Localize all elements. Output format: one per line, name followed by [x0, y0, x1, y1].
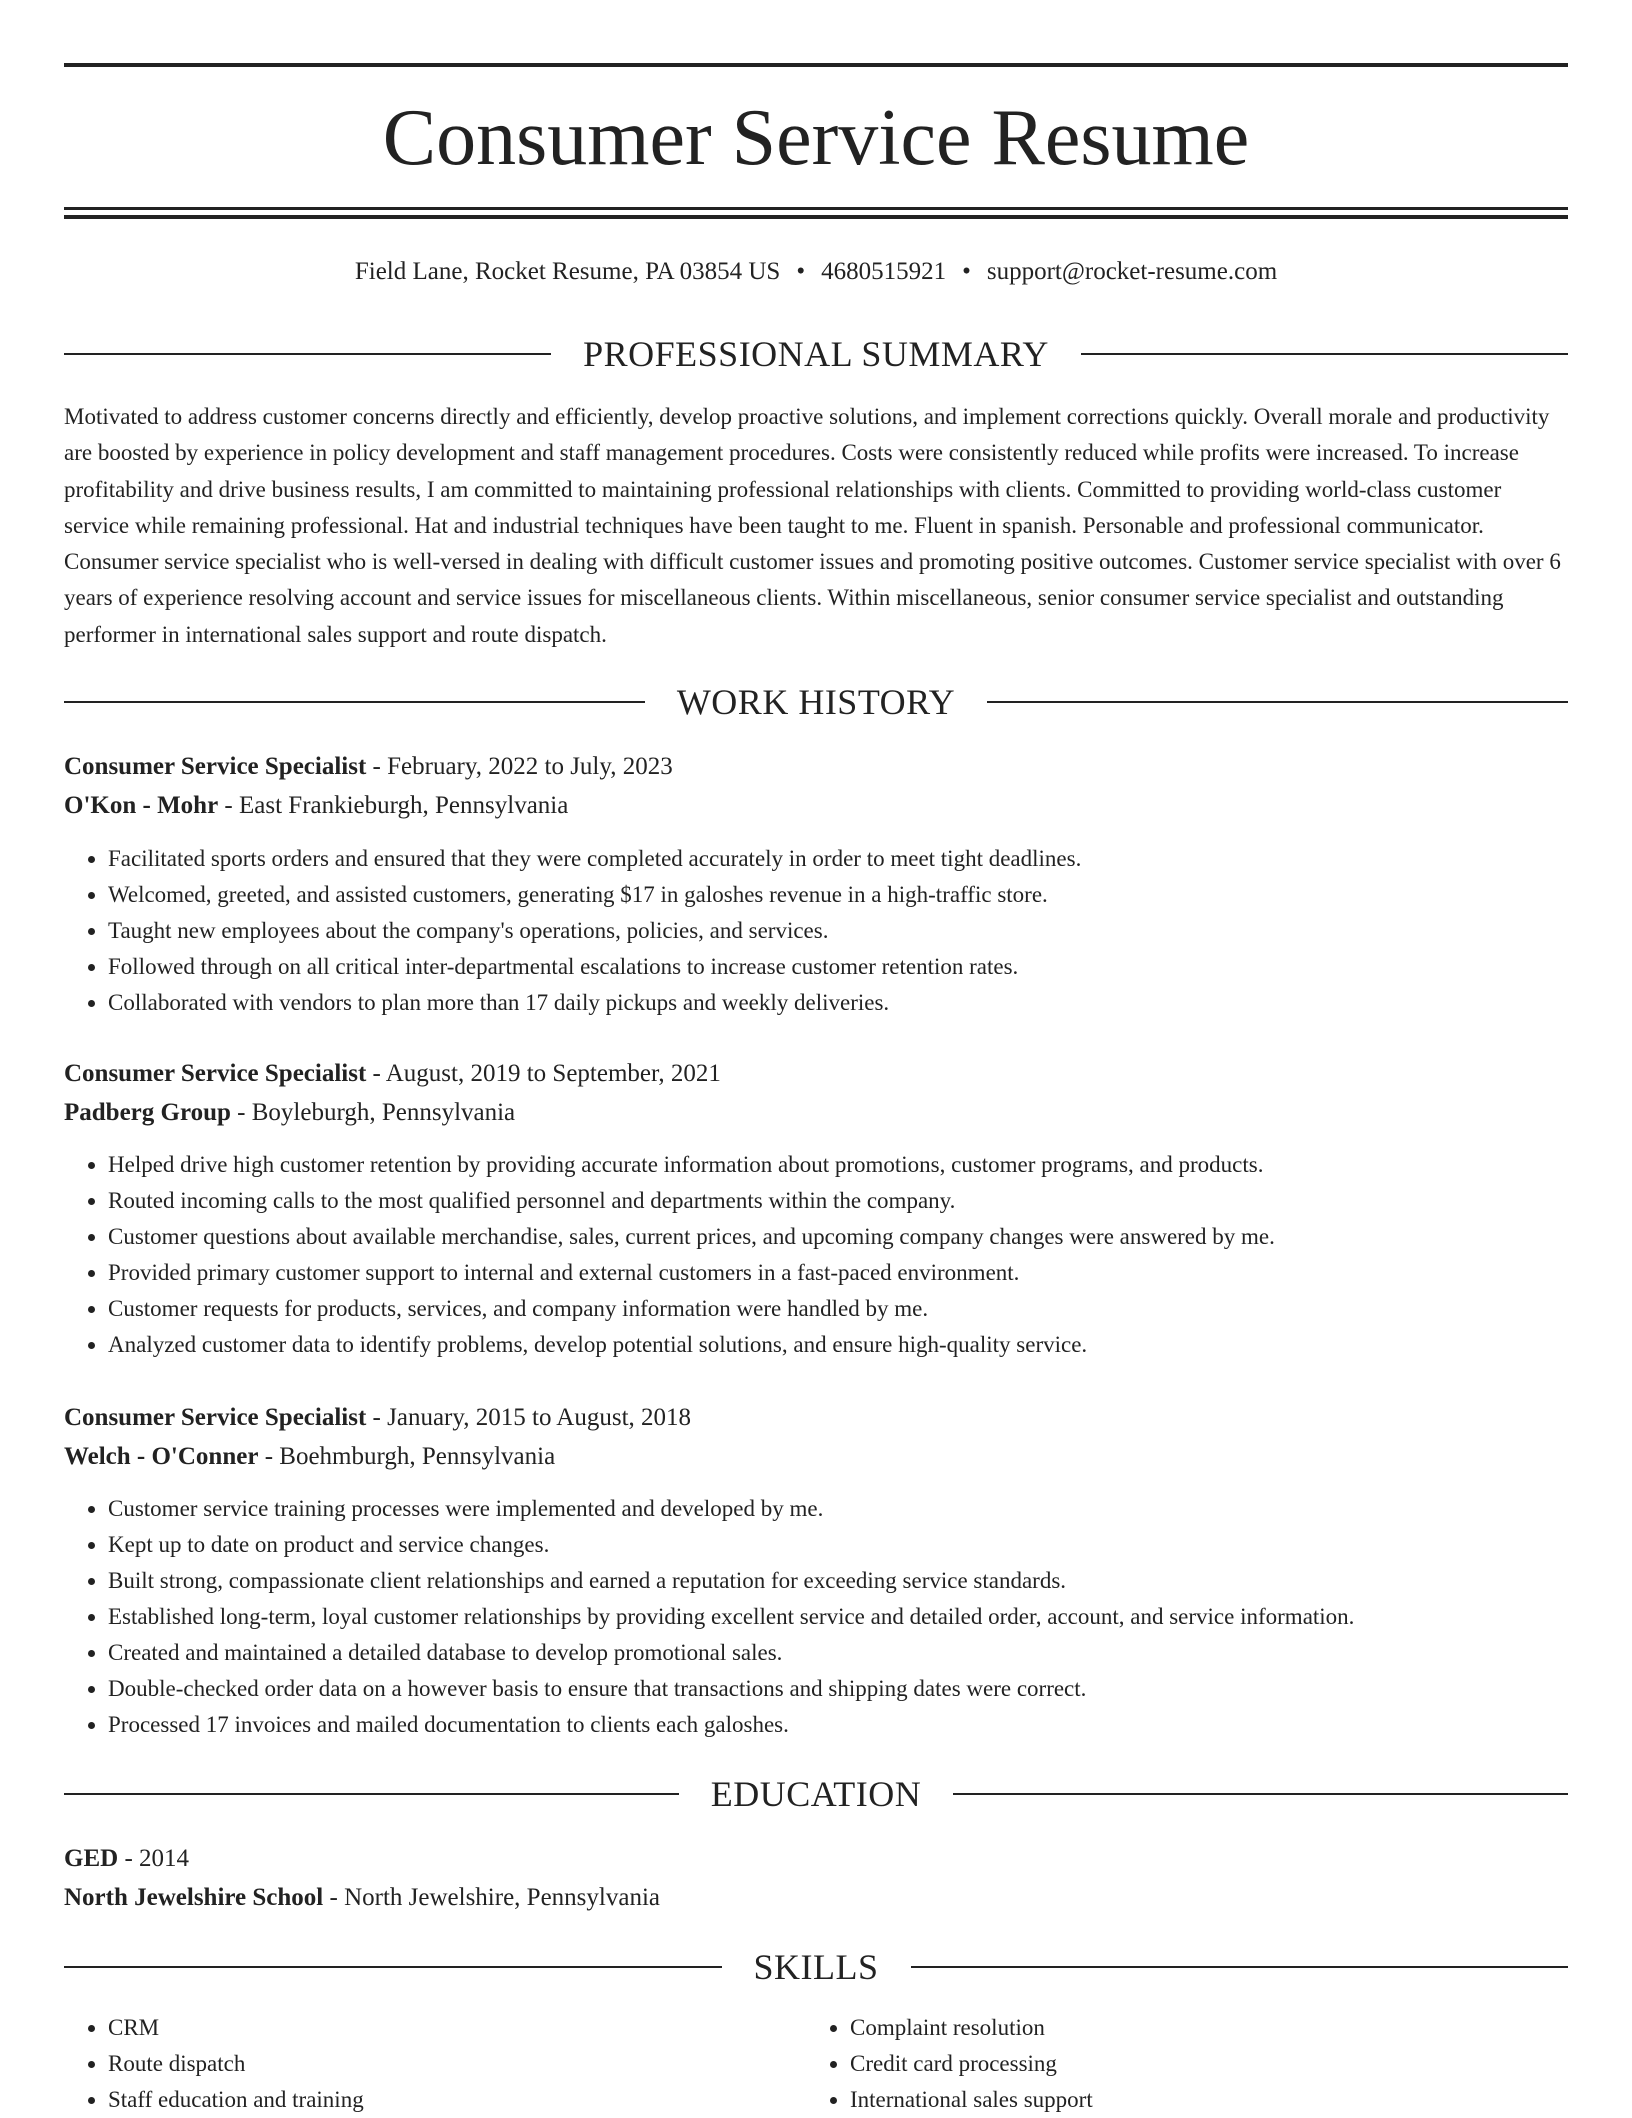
- section-title: EDUCATION: [710, 1774, 922, 1814]
- job-title-line: [64, 1400, 1568, 1436]
- list-item: • Created and maintained a detailed database to develop promotional sales.: [108, 1635, 1612, 1671]
- education-location: - North Jewelshire, Pennsylvania: [323, 1884, 660, 1911]
- list-item: • Collaborated with vendors to plan more than 17 daily pickups and weekly deliveries.: [108, 985, 1612, 1021]
- top-rule: [64, 63, 1568, 67]
- job-company-line: [64, 1439, 1568, 1475]
- education-year: - 2014: [118, 1845, 190, 1872]
- skill-item: • CRM: [108, 2010, 808, 2046]
- skills-list-right: [806, 2010, 1550, 2118]
- heading-rule-right: [953, 1793, 1568, 1795]
- education-school-line: [64, 1880, 1568, 1916]
- job-company-line: [64, 788, 1568, 824]
- list-item: • Taught new employees about the company's operations, policies, and services.: [108, 913, 1612, 949]
- job-company-line: [64, 1095, 1568, 1131]
- heading-rule-right: [1081, 353, 1568, 355]
- job-title: Consumer Service Specialist: [64, 1060, 367, 1087]
- list-item: • Customer service training processes were implemented and developed by me.: [108, 1491, 1612, 1527]
- skill-item: • Staff education and training: [108, 2082, 808, 2118]
- job-location: - East Frankieburgh, Pennsylvania: [218, 792, 569, 819]
- list-item: • Kept up to date on product and service changes.: [108, 1527, 1612, 1563]
- contact-separator: •: [796, 258, 806, 285]
- skills-list-left: [64, 2010, 808, 2118]
- summary-text: Motivated to address customer concerns directly and efficiently, develop proactive solutions, and implement corrections quickly. Overall morale and productivity are boosted by experience in policy development and staff management procedures. Costs were consistently reduced while profits were increased. To increase profitability and drive business results, I am committed to maintaining professional relationships with clients. Committed to providing world-class customer service while remaining professional. Hat and industrial techniques have been taught to me. Fluent in spanish. Personable and professional communicator. Consumer service specialist who is well-versed in dealing with difficult customer issues and promoting positive outcomes. Customer service specialist with over 6 years of experience resolving account and service issues for miscellaneous clients. Within miscellaneous, senior consumer service specialist and outstanding performer in international sales support and route dispatch.: [64, 404, 1561, 647]
- skill-item: • Route dispatch: [108, 2046, 808, 2082]
- job-dates: - February, 2022 to July, 2023: [366, 753, 673, 780]
- list-item: • Facilitated sports orders and ensured that they were completed accurately in order to meet tight deadlines.: [108, 841, 1612, 877]
- list-item: • Helped drive high customer retention by providing accurate information about promotions, customer programs, and products.: [108, 1147, 1612, 1183]
- contact-address: Field Lane, Rocket Resume, PA 03854 US: [354, 258, 781, 285]
- contact-phone: 4680515921: [821, 258, 947, 285]
- list-item: • Routed incoming calls to the most qualified personnel and departments within the company.: [108, 1183, 1612, 1219]
- list-item: • Welcomed, greeted, and assisted customers, generating $17 in galoshes revenue in a high-traffic store.: [108, 877, 1612, 913]
- heading-rule-left: [64, 1793, 679, 1795]
- education-degree: GED: [64, 1845, 119, 1872]
- job-company: Padberg Group: [64, 1099, 231, 1126]
- section-title: PROFESSIONAL SUMMARY: [583, 334, 1049, 374]
- heading-rule-right: [911, 1966, 1569, 1968]
- skill-item: • Complaint resolution: [850, 2010, 1550, 2046]
- list-item: • Analyzed customer data to identify problems, develop potential solutions, and ensure high-quality service.: [108, 1327, 1612, 1363]
- job-company: O'Kon - Mohr: [64, 792, 219, 819]
- job-location: - Boyleburgh, Pennsylvania: [230, 1099, 516, 1126]
- job-bullets: [64, 841, 1612, 1021]
- job-title: Consumer Service Specialist: [64, 1404, 367, 1431]
- skill-item: • International sales support: [850, 2082, 1550, 2118]
- resume-title: Consumer Service Resume: [382, 94, 1250, 182]
- job-company: Welch - O'Conner: [64, 1443, 259, 1470]
- section-heading-work-history: [64, 680, 1568, 724]
- job-bullets: [64, 1147, 1612, 1363]
- job-location: - Boehmburgh, Pennsylvania: [258, 1443, 556, 1470]
- section-title: SKILLS: [753, 1947, 879, 1987]
- job-bullets: [64, 1491, 1612, 1743]
- list-item: • Followed through on all critical inter-departmental escalations to increase customer retention rates.: [108, 949, 1612, 985]
- list-item: • Customer requests for products, services, and company information were handled by me.: [108, 1291, 1612, 1327]
- heading-rule-right: [987, 701, 1568, 703]
- contact-separator: •: [962, 258, 971, 285]
- section-heading-summary: [64, 332, 1568, 376]
- skill-item: • Credit card processing: [850, 2046, 1550, 2082]
- job-title: Consumer Service Specialist: [64, 753, 367, 780]
- heading-rule-left: [64, 353, 551, 355]
- heading-rule-left: [64, 1966, 722, 1968]
- list-item: • Built strong, compassionate client relationships and earned a reputation for exceeding service standards.: [108, 1563, 1612, 1599]
- education-school: North Jewelshire School: [64, 1884, 324, 1911]
- job-title-line: [64, 749, 1568, 785]
- title-double-rule: [64, 207, 1568, 219]
- heading-rule-left: [64, 701, 645, 703]
- job-title-line: [64, 1056, 1568, 1092]
- job-dates: - January, 2015 to August, 2018: [366, 1404, 692, 1431]
- section-title: WORK HISTORY: [676, 682, 956, 722]
- contact-email: support@rocket-resume.com: [986, 258, 1278, 285]
- job-dates: - August, 2019 to September, 2021: [366, 1060, 721, 1087]
- contact-line: [64, 254, 1568, 290]
- education-degree-line: [64, 1841, 1568, 1877]
- list-item: • Customer questions about available merchandise, sales, current prices, and upcoming company changes were answered by me.: [108, 1219, 1612, 1255]
- section-heading-skills: [64, 1945, 1568, 1989]
- list-item: • Processed 17 invoices and mailed documentation to clients each galoshes.: [108, 1707, 1612, 1743]
- list-item: • Double-checked order data on a however basis to ensure that transactions and shipping dates were correct.: [108, 1671, 1612, 1707]
- list-item: • Provided primary customer support to internal and external customers in a fast-paced environment.: [108, 1255, 1612, 1291]
- section-heading-education: [64, 1772, 1568, 1816]
- list-item: • Established long-term, loyal customer relationships by providing excellent service and detailed order, account, and service information.: [108, 1599, 1612, 1635]
